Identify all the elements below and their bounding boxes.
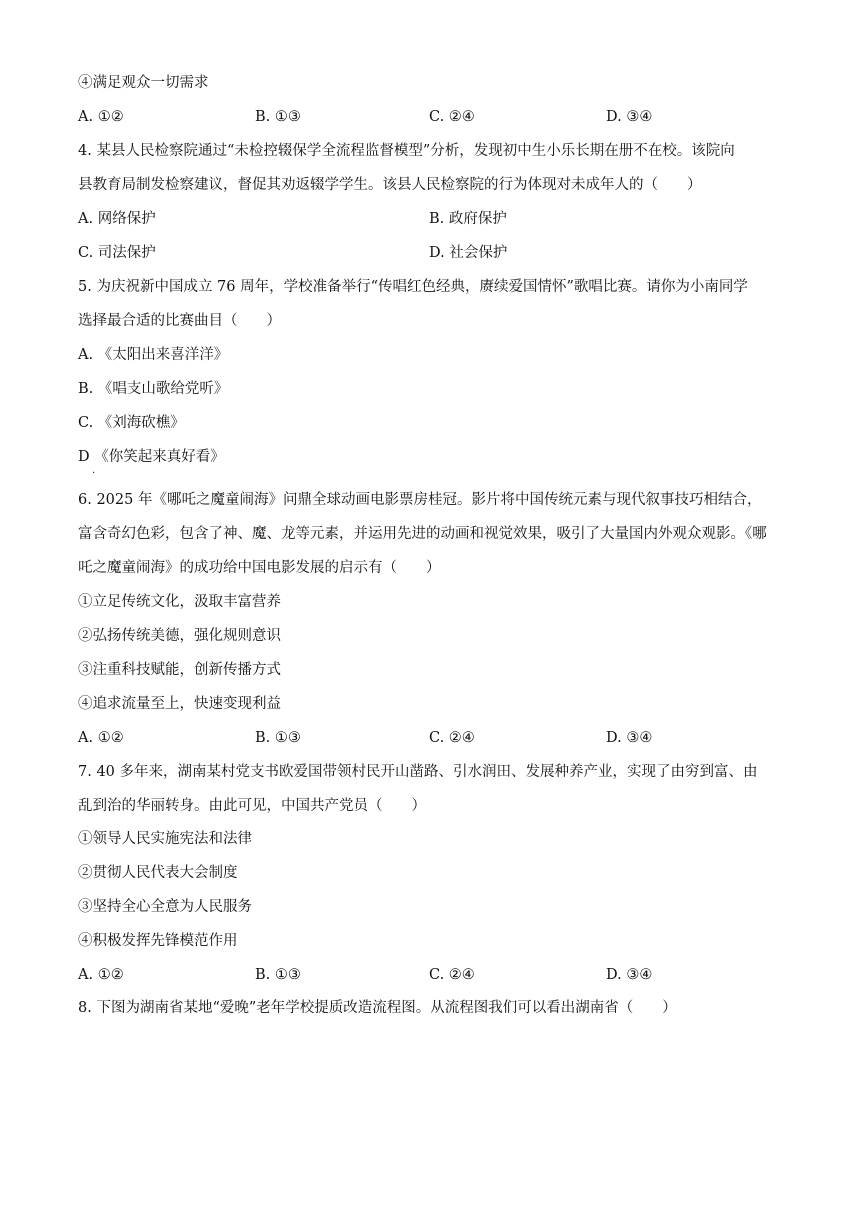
q7-item-3: ③坚持全心全意为人民服务 [78, 899, 252, 915]
q4-stem-line-2: 县教育局制发检察建议，督促其劝返辍学学生。该县人民检察院的行为体现对未成年人的（ ） [78, 177, 702, 193]
q7-option-d: D. ③④ [606, 967, 653, 983]
q5-option-a: A. 《太阳出来喜洋洋》 [78, 347, 229, 363]
q3-options [78, 107, 798, 127]
q6-item-2: ②弘扬传统美德，强化规则意识 [78, 628, 281, 644]
q7-item-4: ④积极发挥先锋模范作用 [78, 933, 238, 949]
q3-option-d: D. ③④ [606, 109, 653, 125]
q4-stem-line-1: 4. 某县人民检察院通过“未检控辍保学全流程监督模型”分析，发现初中生小乐长期在册不在校。该院向 [78, 143, 735, 159]
q4-options-row-1 [78, 209, 798, 229]
q7-stem-line-2: 乱到治的华丽转身。由此可见，中国共产党员（ ） [78, 798, 426, 814]
q8-stem-line-1: 8. 下图为湖南省某地“爱晚”老年学校提质改造流程图。从流程图我们可以看出湖南省（ ） [78, 1000, 677, 1016]
q6-option-d: D. ③④ [606, 730, 653, 746]
q6-stem-line-3: 吒之魔童闹海》的成功给中国电影发展的启示有（ ） [78, 560, 441, 576]
q6-option-c: C. ②④ [429, 730, 475, 746]
q4-option-c: C. 司法保护 [78, 245, 156, 261]
q6-stem-line-2: 富含奇幻色彩，包含了神、魔、龙等元素，并运用先进的动画和视觉效果，吸引了大量国内外观众观影。《哪 [78, 526, 767, 542]
stray-dot-mark: . [92, 465, 96, 476]
q5-stem-line-1: 5. 为庆祝新中国成立 76 周年，学校准备举行“传唱红色经典，赓续爱国情怀”歌唱比赛。请你为小南同学 [78, 279, 748, 295]
q7-options [78, 965, 798, 985]
q5-stem-line-2: 选择最合适的比赛曲目（ ） [78, 313, 281, 329]
q5-option-d: D 《你笑起来真好看》 [78, 449, 225, 465]
q7-item-1: ①领导人民实施宪法和法律 [78, 831, 252, 847]
q3-item-4: ④满足观众一切需求 [78, 75, 209, 91]
q7-option-c: C. ②④ [429, 967, 475, 983]
q4-option-d: D. 社会保护 [429, 245, 508, 261]
q7-item-2: ②贯彻人民代表大会制度 [78, 865, 238, 881]
q6-option-a: A. ①② [78, 730, 124, 746]
q4-options-row-2 [78, 243, 798, 263]
q6-options [78, 728, 798, 748]
q6-stem-line-1: 6. 2025 年《哪吒之魔童闹海》问鼎全球动画电影票房桂冠。影片将中国传统元素与现代叙事技巧相结合， [78, 492, 762, 508]
q6-item-4: ④追求流量至上，快速变现利益 [78, 696, 281, 712]
q6-item-1: ①立足传统文化，汲取丰富营养 [78, 594, 281, 610]
q5-option-b: B. 《唱支山歌给党听》 [78, 381, 229, 397]
q7-stem-line-1: 7. 40 多年来，湖南某村党支书欧爱国带领村民开山凿路、引水润田、发展种养产业，实现了由穷到富、由 [78, 764, 758, 780]
q3-option-b: B. ①③ [255, 109, 301, 125]
q5-option-c: C. 《刘海砍樵》 [78, 415, 185, 431]
q6-option-b: B. ①③ [255, 730, 301, 746]
q7-option-a: A. ①② [78, 967, 124, 983]
q3-option-c: C. ②④ [429, 109, 475, 125]
q6-item-3: ③注重科技赋能，创新传播方式 [78, 662, 281, 678]
q4-option-b: B. 政府保护 [429, 211, 507, 227]
q3-option-a: A. ①② [78, 109, 124, 125]
q4-option-a: A. 网络保护 [78, 211, 156, 227]
q7-option-b: B. ①③ [255, 967, 301, 983]
